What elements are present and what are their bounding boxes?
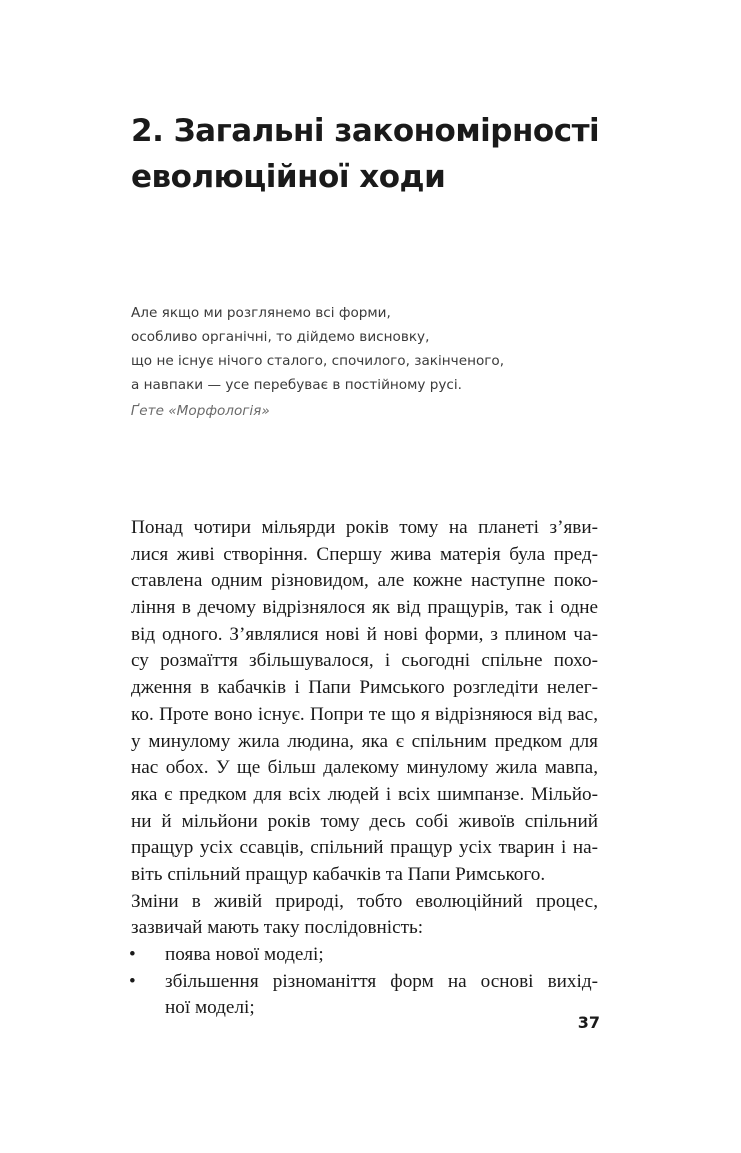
body-line: пращур усіх ссавців, спільний пращур усіх тварин і на- bbox=[131, 837, 598, 859]
list-item-text: ної моделі; bbox=[165, 997, 255, 1019]
body-line: яка є предком для всіх людей і всіх шимпанзе. Мільйо- bbox=[131, 783, 598, 805]
epigraph-line: що не існує нічого сталого, спочилого, закінченого, bbox=[131, 353, 505, 369]
chapter-title bbox=[131, 108, 611, 200]
body-line: ставлена одним різновидом, але кожне наступне поко- bbox=[131, 570, 598, 592]
body-line: ко. Проте воно існує. Попри те що я відрізняюся від вас, bbox=[131, 703, 598, 725]
body-line: ління в дечому відрізнялося як від пращурів, так і одне bbox=[131, 597, 598, 619]
bullet-icon: • bbox=[129, 944, 136, 965]
body-line: нас обох. У ще більш далекому минулому жила мавпа, bbox=[131, 757, 598, 779]
epigraph-source: Ґете «Морфологія» bbox=[131, 403, 270, 419]
chapter-title-line-1: 2. Загальні закономірності bbox=[131, 113, 600, 149]
list-item-continuation bbox=[131, 995, 598, 1022]
epigraph-line: а навпаки — усе перебуває в постійному русі. bbox=[131, 377, 462, 393]
body-line: у минулому жила людина, яка є спільним предком для bbox=[131, 730, 598, 752]
body-line: су розмаїття збільшувалося, і сьогодні спільне похо- bbox=[131, 650, 598, 672]
list-item bbox=[131, 942, 598, 969]
body-line: дження в кабачків і Папи Римського розгледіти нелег- bbox=[131, 677, 598, 699]
bullet-icon: • bbox=[129, 970, 136, 992]
body-line: Понад чотири мільярди років тому на планеті з’яви- bbox=[131, 517, 598, 538]
body-line: від одного. З’являлися нові й нові форми, з плином ча- bbox=[131, 623, 598, 645]
body-line: віть спільний пращур кабачків та Папи Римського. bbox=[131, 863, 546, 885]
body-line: зазвичай мають таку послідовність: bbox=[131, 917, 424, 939]
body-text bbox=[131, 515, 598, 1022]
body-line: ни й мільйони років тому десь собі живоїв спільний bbox=[131, 810, 598, 832]
chapter-title-line-2: еволюційної ходи bbox=[131, 159, 446, 195]
body-line: лися живі створіння. Спершу жива матерія була пред- bbox=[131, 543, 598, 565]
page-number: 37 bbox=[577, 1013, 600, 1032]
body-line: Зміни в живій природі, тобто еволюційний процес, bbox=[131, 890, 598, 912]
list-item bbox=[131, 969, 598, 996]
epigraph-line: Але якщо ми розглянемо всі форми, bbox=[131, 305, 391, 321]
epigraph-line: особливо органічні, то дійдемо висновку, bbox=[131, 329, 430, 345]
list-item-text: поява нової моделі; bbox=[165, 944, 324, 965]
epigraph bbox=[131, 301, 571, 423]
list-item-text: збільшення різноманіття форм на основі вихід- bbox=[165, 970, 598, 992]
